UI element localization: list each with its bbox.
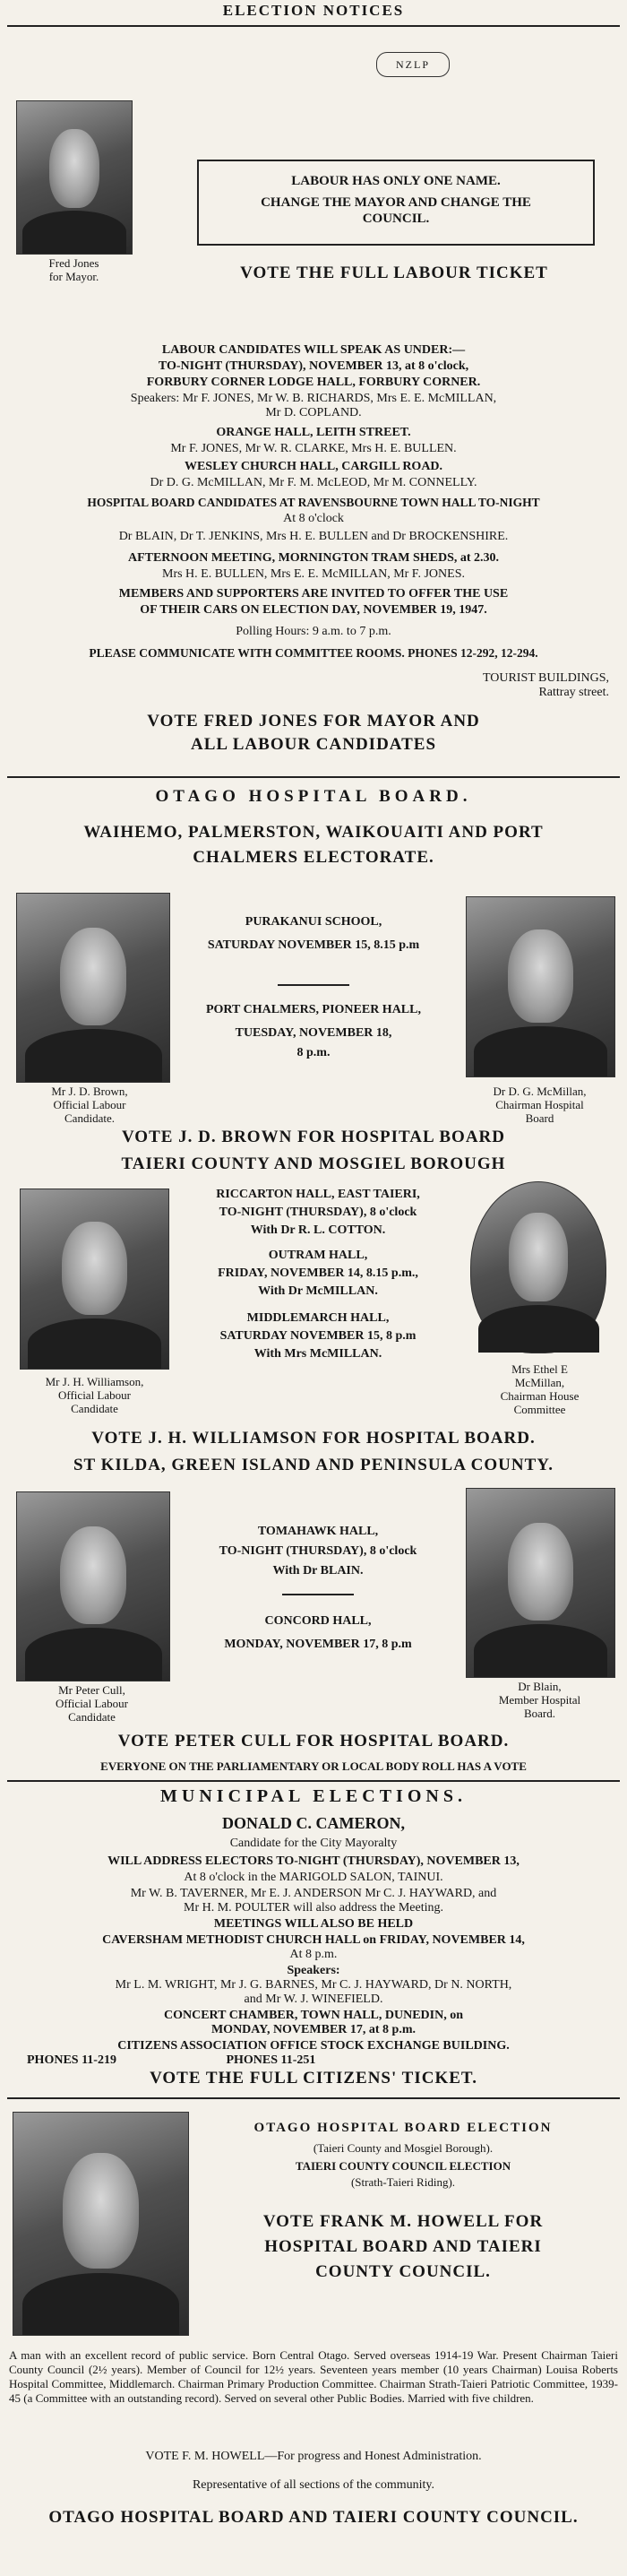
photo-peter-cull — [16, 1491, 170, 1681]
municipal-line: Mr H. M. POULTER will also address the Meeting. — [184, 1901, 443, 1915]
photo-fred-jones — [16, 100, 133, 255]
nzlp-logo: NZLP — [376, 52, 450, 77]
caption-dr-blain: Dr Blain, Member Hospital Board. — [498, 1680, 581, 1720]
header-rule — [7, 25, 620, 27]
roll-notice: EVERYONE ON THE PARLIAMENTARY OR LOCAL BODY ROLL HAS A VOTE — [100, 1759, 527, 1773]
municipal-line: MEETINGS WILL ALSO BE HELD — [213, 1917, 414, 1931]
caption-jd-brown: Mr J. D. Brown, Official Labour Candidate. — [51, 1085, 128, 1125]
municipal-line: CITIZENS ASSOCIATION OFFICE STOCK EXCHANGE BUILDING. — [117, 2039, 510, 2053]
photo-dg-mcmillan — [466, 896, 615, 1077]
page-header: ELECTION NOTICES — [222, 2, 405, 19]
municipal-line: At 8 p.m. — [289, 1948, 338, 1961]
candidate-sub: Candidate for the City Mayoralty — [229, 1837, 398, 1850]
divider — [282, 1594, 354, 1595]
meeting-line: MIDDLEMARCH HALL, — [246, 1311, 390, 1325]
meeting-line: SATURDAY NOVEMBER 15, 8.15 p.m — [207, 938, 420, 952]
meeting-line: CONCORD HALL, — [264, 1614, 372, 1628]
labour-line: AFTERNOON MEETING, MORNINGTON TRAM SHEDS, at 2.30. — [127, 551, 500, 565]
meeting-line: SATURDAY NOVEMBER 15, 8 p.m — [219, 1329, 417, 1343]
municipal-line: At 8 o'clock in the MARIGOLD SALON, TAINUI. — [184, 1871, 443, 1884]
vote-brown: VOTE J. D. BROWN FOR HOSPITAL BOARD — [121, 1128, 506, 1146]
candidate-name: DONALD C. CAMERON, — [222, 1814, 405, 1832]
caption-jh-williamson: Mr J. H. Williamson, Official Labour Candidate — [45, 1375, 144, 1415]
municipal-line: Mr L. M. WRIGHT, Mr J. G. BARNES, Mr C. J. HAYWARD, Dr N. NORTH, — [115, 1978, 512, 1992]
caption-peter-cull: Mr Peter Cull, Official Labour Candidate — [56, 1683, 128, 1724]
meeting-line: PORT CHALMERS, PIONEER HALL, — [205, 1003, 421, 1016]
section-rule — [7, 1780, 620, 1782]
photo-frank-howell — [13, 2112, 189, 2336]
howell-sub: TAIERI COUNTY COUNCIL ELECTION — [295, 2159, 511, 2173]
municipal-line: MONDAY, NOVEMBER 17, at 8 p.m. — [210, 2023, 417, 2036]
labour-line: Dr BLAIN, Dr T. JENKINS, Mrs H. E. BULLEN and Dr BROCKENSHIRE. — [118, 530, 509, 543]
meeting-line: TO-NIGHT (THURSDAY), 8 o'clock — [219, 1544, 417, 1558]
caption-ethel-mcmillan: Mrs Ethel E McMillan, Chairman House Committee — [500, 1362, 580, 1416]
howell-rep: Representative of all sections of the community. — [192, 2478, 435, 2492]
photo-jh-williamson — [20, 1189, 169, 1370]
meeting-line: RICCARTON HALL, EAST TAIERI, — [216, 1188, 420, 1201]
vote-cull: VOTE PETER CULL FOR HOSPITAL BOARD. — [117, 1732, 510, 1750]
labour-line: HOSPITAL BOARD CANDIDATES AT RAVENSBOURNE TOWN HALL TO-NIGHT — [87, 496, 540, 509]
howell-vote: VOTE FRANK M. HOWELL FOR — [262, 2212, 544, 2231]
labour-line: At 8 o'clock — [283, 512, 344, 525]
meeting-line: TOMAHAWK HALL, — [257, 1525, 379, 1538]
vote-labour-candidates: ALL LABOUR CANDIDATES — [190, 735, 437, 754]
photo-ethel-mcmillan — [470, 1181, 606, 1353]
meeting-line: TUESDAY, NOVEMBER 18, — [235, 1026, 392, 1040]
vote-fred-jones: VOTE FRED JONES FOR MAYOR AND — [147, 712, 480, 730]
labour-line: Speakers: Mr F. JONES, Mr W. B. RICHARDS, Mrs E. E. McMILLAN, — [130, 392, 497, 405]
meeting-line: With Dr BLAIN. — [272, 1564, 364, 1578]
labour-line: PLEASE COMMUNICATE WITH COMMITTEE ROOMS. PHONES 12-292, 12-294. — [89, 646, 538, 660]
electorate-line: CHALMERS ELECTORATE. — [193, 848, 434, 867]
vote-williamson: VOTE J. H. WILLIAMSON FOR HOSPITAL BOARD. — [91, 1429, 536, 1448]
electorate-line: WAIHEMO, PALMERSTON, WAIKOUAITI AND PORT — [83, 823, 544, 842]
photo-dr-blain — [466, 1488, 615, 1678]
labour-line: FORBURY CORNER LODGE HALL, FORBURY CORNER. — [146, 376, 481, 389]
labour-line: LABOUR CANDIDATES WILL SPEAK AS UNDER:— — [161, 343, 466, 357]
labour-line: OF THEIR CARS ON ELECTION DAY, NOVEMBER 19, 1947. — [140, 603, 487, 617]
municipal-title: MUNICIPAL ELECTIONS. — [160, 1786, 467, 1806]
howell-sub: (Strath-Taieri Riding). — [350, 2175, 456, 2189]
meeting-line: With Dr R. L. COTTON. — [250, 1223, 386, 1237]
municipal-line: and Mr W. J. WINEFIELD. — [244, 1993, 383, 2006]
labour-line: Rattray street. — [538, 686, 609, 699]
meeting-line: PURAKANUI SCHOOL, — [245, 915, 382, 929]
photo-jd-brown — [16, 893, 170, 1083]
caption-dg-mcmillan: Dr D. G. McMillan, Chairman Hospital Board — [493, 1085, 587, 1125]
kilda-heading: ST KILDA, GREEN ISLAND AND PENINSULA COUNTY. — [73, 1456, 554, 1474]
meeting-line: FRIDAY, NOVEMBER 14, 8.15 p.m., — [218, 1266, 418, 1280]
howell-vote: HOSPITAL BOARD AND TAIERI — [264, 2237, 542, 2256]
labour-line: MEMBERS AND SUPPORTERS ARE INVITED TO OFFER THE USE — [118, 587, 509, 601]
labour-slogan-box: LABOUR HAS ONLY ONE NAME. CHANGE THE MAYOR AND CHANGE THE COUNCIL. — [197, 160, 595, 246]
municipal-line: Mr W. B. TAVERNER, Mr E. J. ANDERSON Mr C. J. HAYWARD, and — [130, 1887, 497, 1900]
municipal-line: Speakers: — [287, 1964, 340, 1977]
divider — [278, 984, 349, 986]
labour-line: Dr D. G. McMILLAN, Mr F. M. McLEOD, Mr M. CONNELLY. — [150, 476, 477, 489]
labour-line: Mr F. JONES, Mr W. R. CLARKE, Mrs H. E. BULLEN. — [170, 442, 457, 455]
section-rule — [7, 2097, 620, 2099]
labour-line: ORANGE HALL, LEITH STREET. — [216, 426, 411, 439]
labour-line: TOURIST BUILDINGS, — [482, 671, 609, 685]
howell-sub: (Taieri County and Mosgiel Borough). — [313, 2141, 494, 2155]
meeting-line: MONDAY, NOVEMBER 17, 8 p.m — [224, 1638, 412, 1651]
labour-line: Mr D. COPLAND. — [265, 406, 362, 419]
meeting-line: TO-NIGHT (THURSDAY), 8 o'clock — [219, 1206, 417, 1219]
howell-footer: OTAGO HOSPITAL BOARD AND TAIERI COUNTY COUNCIL. — [48, 2508, 579, 2527]
labour-line: Mrs H. E. BULLEN, Mrs E. E. McMILLAN, Mr F. JONES. — [162, 567, 465, 581]
meeting-line: With Mrs McMILLAN. — [253, 1347, 382, 1361]
meeting-line: OUTRAM HALL, — [268, 1249, 368, 1262]
howell-slogan: VOTE F. M. HOWELL—For progress and Honest Administration. — [145, 2450, 482, 2463]
howell-title: OTAGO HOSPITAL BOARD ELECTION — [253, 2121, 553, 2135]
municipal-line: CONCERT CHAMBER, TOWN HALL, DUNEDIN, on — [163, 2009, 463, 2022]
meeting-line: With Dr McMILLAN. — [258, 1284, 378, 1298]
vote-labour-ticket: VOTE THE FULL LABOUR TICKET — [240, 264, 548, 282]
labour-line: Polling Hours: 9 a.m. to 7 p.m. — [236, 625, 391, 638]
howell-record: A man with an excellent record of public service. Born Central Otago. Served overseas 1914-19 War. Present Chairman Taieri County Council (2½ years). Member of Council for 12½ years. Seventeen years member (10 years Chairman) Louisa Roberts Hospital Committee, Middlemarch. Chairman Primary Production Committee. Chairman Strath-Taieri Patriotic Committee, 1939-45 (a Committee with an outstanding record). Served on several other Public Bodies. Married with five children. — [9, 2348, 618, 2405]
labour-line: WESLEY CHURCH HALL, CARGILL ROAD. — [184, 460, 443, 473]
municipal-line: WILL ADDRESS ELECTORS TO-NIGHT (THURSDAY), NOVEMBER 13, — [107, 1854, 520, 1868]
municipal-line: PHONES 11-219 PHONES 11-251 — [27, 2053, 316, 2067]
labour-line: TO-NIGHT (THURSDAY), NOVEMBER 13, at 8 o'clock, — [158, 359, 469, 373]
taieri-heading: TAIERI COUNTY AND MOSGIEL BOROUGH — [121, 1154, 506, 1173]
vote-citizens: VOTE THE FULL CITIZENS' TICKET. — [150, 2069, 477, 2088]
hospital-title: OTAGO HOSPITAL BOARD. — [155, 787, 472, 806]
caption-fred-jones: Fred Jones for Mayor. — [48, 256, 99, 283]
howell-vote: COUNTY COUNCIL. — [315, 2262, 491, 2281]
meeting-line: 8 p.m. — [296, 1046, 331, 1059]
section-rule — [7, 776, 620, 778]
municipal-line: CAVERSHAM METHODIST CHURCH HALL on FRIDAY, NOVEMBER 14, — [102, 1933, 525, 1947]
